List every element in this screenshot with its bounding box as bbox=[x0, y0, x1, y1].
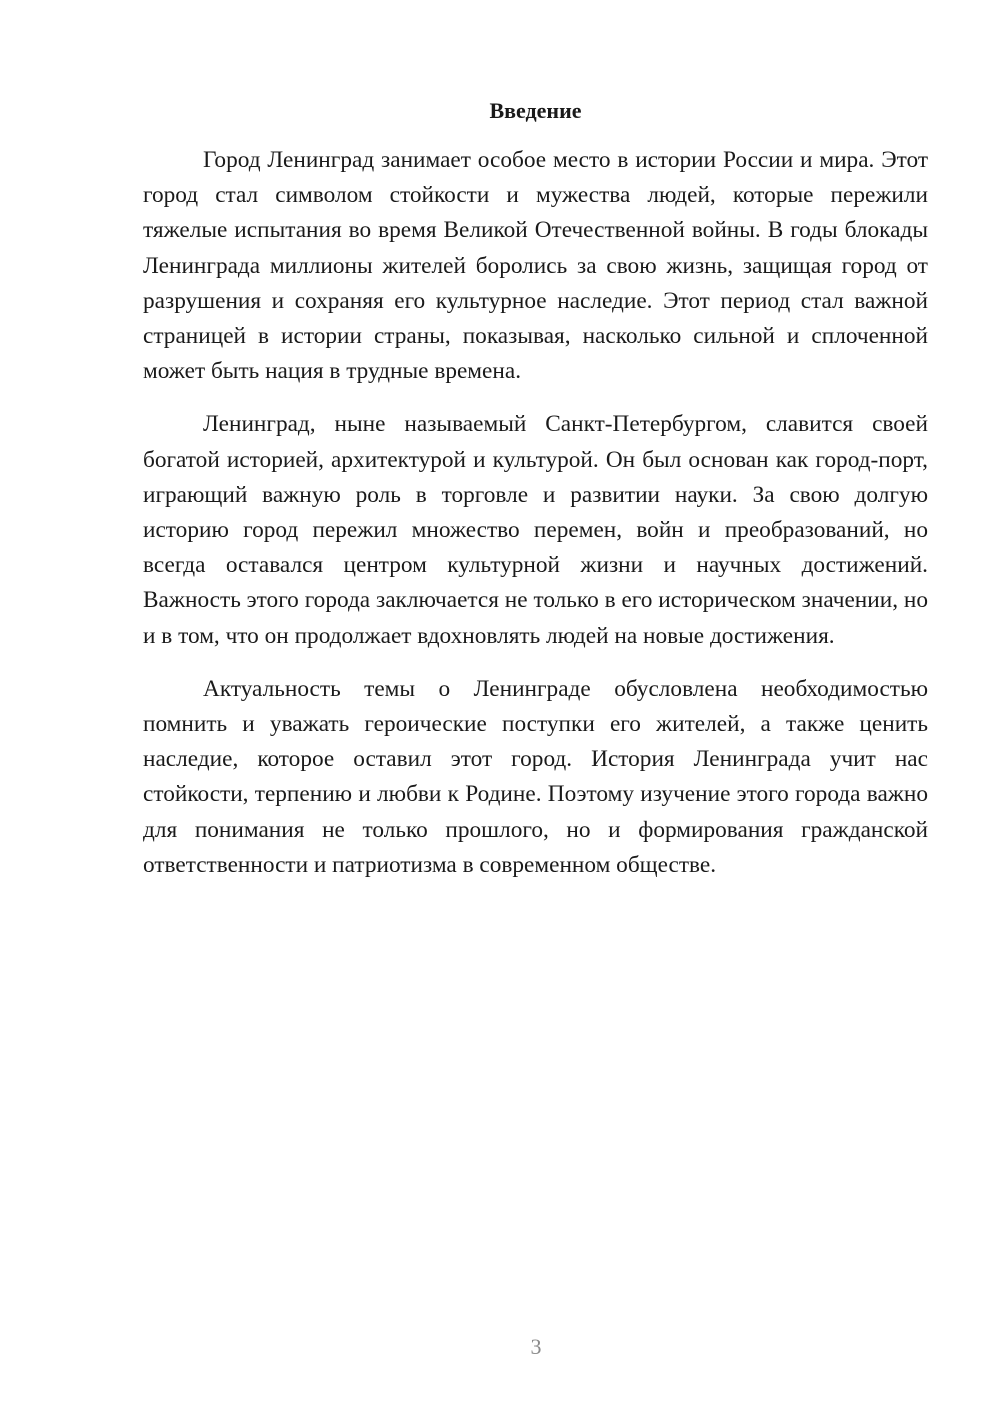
section-heading: Введение bbox=[489, 98, 582, 123]
paragraph-2: Ленинград, ныне называемый Санкт-Петербургом, славится своей богатой историей, архитектурой и культурой. Он был основан как город-порт, играющий важную роль в торговле и развитии науки. За свою долгую историю город пережил множество перемен, войн и преобразований, но всегда оставался центром культурной жизни и научных достижений. Важность этого города заключается не только в его историческом значении, но и в том, что он продолжает вдохновлять людей на новые достижения. bbox=[143, 411, 928, 649]
page-number: 3 bbox=[530, 1334, 542, 1359]
paragraph-1: Город Ленинград занимает особое место в истории России и мира. Этот город стал символом стойкости и мужества людей, которые пережили тяжелые испытания во время Великой Отечественной войны. В годы блокады Ленинграда миллионы жителей боролись за свою жизнь, защищая город от разрушения и сохраняя его культурное наследие. Этот период стал важной страницей в истории страны, показывая, насколько сильной и сплоченной может быть нация в трудные времена. bbox=[143, 147, 928, 385]
paragraph-3: Актуальность темы о Ленинграде обусловлена необходимостью помнить и уважать героические поступки его жителей, а также ценить наследие, которое оставил этот город. История Ленинграда учит нас стойкости, терпению и любви к Родине. Поэтому изучение этого города важно для понимания не только прошлого, но и формирования гражданской ответственности и патриотизма в современном обществе. bbox=[143, 675, 928, 878]
page-content bbox=[143, 96, 928, 901]
